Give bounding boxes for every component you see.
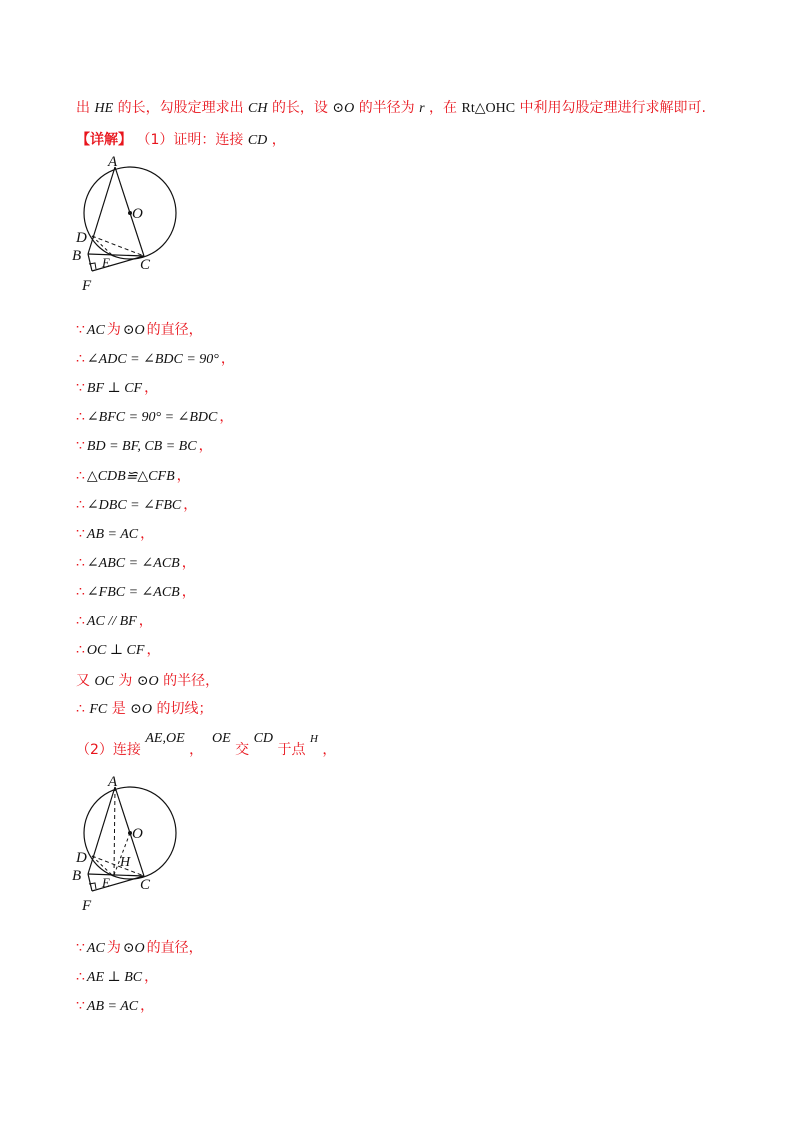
intro-math-ch: CH — [248, 101, 268, 116]
also-pre: 又 — [76, 673, 90, 689]
proof1-tail: ， — [140, 525, 155, 542]
proof1-tail: ， — [181, 583, 196, 600]
proof2-line — [76, 967, 158, 988]
intro-text-4: 的半径为 — [358, 100, 415, 116]
intro-math-circle: ⊙O — [332, 101, 355, 116]
proof1-symbol: ∴ — [76, 351, 85, 368]
detail-part1: （1）证明：连接 — [136, 132, 244, 148]
proof2-symbol: ∵ — [76, 998, 85, 1014]
also-circle: ⊙O — [136, 674, 159, 689]
proof1-math: ∠ABC = ∠ACB — [86, 555, 180, 571]
part2-line — [76, 731, 337, 761]
proof1-symbol: ∴ — [76, 554, 85, 571]
proof2-line — [76, 996, 154, 1017]
also-math: OC — [94, 674, 114, 689]
proof1-circle: ⊙O — [122, 323, 145, 338]
proof1-tail: ， — [176, 467, 191, 484]
fig2-label-A: A — [108, 774, 118, 790]
proof1-tail: 的直径， — [146, 322, 203, 338]
proof1-math: AC — [86, 323, 105, 338]
intro-math-r: r — [419, 101, 425, 116]
proof1-symbol: ∵ — [76, 438, 85, 455]
proof2-tail: 的直径， — [146, 940, 203, 956]
part2-yu: 于点 — [277, 742, 306, 758]
intro-math-he: HE — [94, 101, 114, 116]
proof2-tail: ， — [140, 998, 155, 1014]
proof2-math: AC — [86, 941, 105, 956]
proof1-symbol: ∵ — [76, 525, 85, 542]
proof1-line — [76, 640, 160, 661]
intro-text-5: ，在 — [429, 100, 458, 116]
proof1-line — [76, 436, 213, 457]
part2-math-oe: OE — [212, 731, 231, 746]
proof1-tail: ， — [219, 409, 234, 426]
part2-math-ae-oe: AE,OE — [145, 731, 185, 746]
fig2-label-H: H — [120, 855, 131, 870]
geometry-figure-2 — [70, 774, 190, 914]
fig2-label-D: D — [76, 850, 87, 866]
part2-jiao: 交 — [235, 742, 250, 758]
fig2-label-O: O — [132, 826, 143, 842]
proof1-tail: ， — [220, 351, 235, 368]
detail-label: 【详解】 — [76, 132, 132, 148]
intro-text-1: 出 — [76, 100, 90, 116]
tangent-sym: ∴ — [76, 701, 85, 717]
fig1-label-C: C — [140, 257, 151, 273]
proof1-line — [76, 349, 235, 370]
fig1-label-D: D — [76, 230, 87, 246]
proof1-line — [76, 320, 203, 341]
proof1-line — [76, 524, 154, 545]
fig2-label-C: C — [140, 877, 151, 893]
proof1-tail: ， — [198, 438, 213, 455]
proof1-tail: ， — [146, 642, 161, 659]
proof1-symbol: ∵ — [76, 322, 85, 338]
proof1-math: AC // BF — [86, 614, 137, 629]
proof1-tail: ， — [181, 554, 196, 571]
proof1-symbol: ∴ — [76, 467, 85, 484]
intro-text-2: 的长，勾股定理求出 — [117, 100, 244, 116]
proof1-symbol: ∴ — [76, 613, 85, 629]
proof2-math: AE ⊥ BC — [86, 970, 143, 985]
proof2-tail: ， — [144, 969, 159, 985]
also-text: 为 — [118, 673, 133, 689]
fig1-label-F: F — [82, 278, 92, 294]
proof1-symbol: ∴ — [76, 496, 85, 513]
fig1-label-O: O — [132, 206, 143, 222]
proof1-text: 为 — [106, 322, 121, 338]
tangent-circle: ⊙O — [130, 702, 153, 717]
proof1-line — [76, 407, 233, 428]
intro-line — [76, 98, 706, 119]
detail-comma: ， — [271, 132, 286, 148]
proof2-circle: ⊙O — [122, 941, 145, 956]
proof2-symbol: ∴ — [76, 969, 85, 985]
detail-math-cd: CD — [247, 133, 268, 148]
proof1-math: AB = AC — [86, 526, 139, 542]
proof1-math: ∠BFC = 90° = ∠BDC — [86, 410, 218, 426]
proof1-math: ∠DBC = ∠FBC — [86, 497, 182, 513]
proof1-tail: ， — [183, 496, 198, 513]
proof1-line — [76, 611, 153, 632]
tangent-math: FC — [89, 702, 108, 717]
proof1-symbol: ∴ — [76, 642, 85, 659]
proof1-math: BF ⊥ CF — [86, 381, 143, 397]
proof1-line — [76, 553, 196, 574]
proof1-tail: ， — [138, 613, 153, 629]
part2-comma1: ， — [189, 742, 204, 758]
proof1-math: ∠FBC = ∠ACB — [86, 584, 180, 600]
fig1-label-A: A — [108, 154, 118, 170]
also-tail: 的半径， — [163, 673, 220, 689]
tangent-tail: 的切线； — [156, 701, 213, 717]
part2-math-cd: CD — [253, 731, 274, 746]
intro-text-3: 的长，设 — [271, 100, 328, 116]
proof1-line — [76, 582, 196, 603]
part2-comma2: ， — [322, 742, 337, 758]
proof2-math: AB = AC — [86, 999, 139, 1014]
part2-pre: （2）连接 — [76, 742, 141, 758]
proof1-line — [76, 466, 191, 487]
proof1-symbol: ∵ — [76, 380, 85, 397]
geometry-figure-1 — [70, 154, 190, 294]
fig2-label-F: F — [82, 898, 92, 914]
detail-line — [76, 130, 286, 151]
proof1-math: ∠ADC = ∠BDC = 90° — [86, 352, 219, 368]
proof1-tail: ， — [144, 380, 159, 397]
proof1-math: BD = BF, CB = BC — [86, 439, 197, 455]
fig2-label-B: B — [72, 868, 82, 884]
fig1-label-E: E — [102, 255, 110, 270]
proof1-symbol: ∴ — [76, 409, 85, 426]
proof1-math: △CDB≌△CFB — [86, 468, 175, 484]
proof1-line — [76, 495, 197, 516]
proof2-symbol: ∵ — [76, 940, 85, 956]
intro-math-rt: Rt△OHC — [461, 101, 516, 116]
tangent-line — [76, 699, 212, 720]
also-line — [76, 671, 219, 692]
intro-text-6: 中利用勾股定理进行求解即可. — [519, 100, 706, 116]
part2-math-h: H — [309, 733, 318, 745]
proof1-symbol: ∴ — [76, 583, 85, 600]
proof2-text: 为 — [106, 940, 121, 956]
fig2-label-E: E — [102, 875, 110, 890]
tangent-text: 是 — [111, 701, 126, 717]
proof1-math: OC ⊥ CF — [86, 643, 145, 659]
proof2-line — [76, 938, 203, 959]
fig1-label-B: B — [72, 248, 82, 264]
proof1-line — [76, 378, 158, 399]
